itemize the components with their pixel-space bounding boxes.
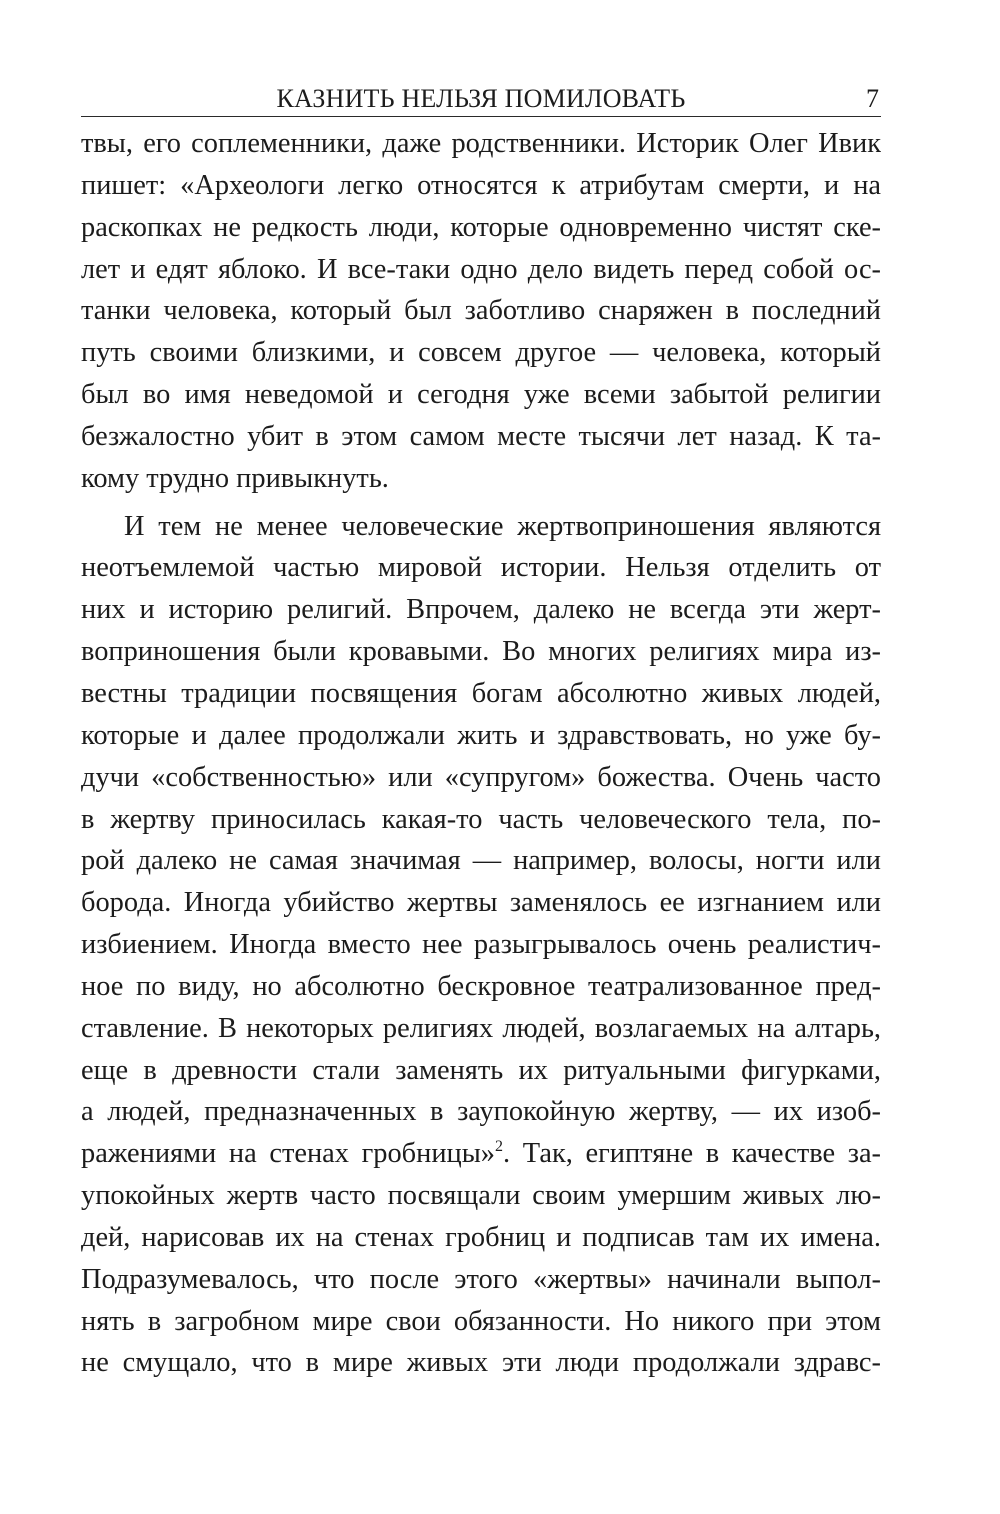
- text-line: дей, нарисовав их на стенах гробниц и подписав там их имена.: [81, 1221, 881, 1253]
- text-line: воприношения были кровавыми. Во многих религиях мира из-: [81, 636, 881, 668]
- text-line: танки человека, который был заботливо снаряжен в последний: [81, 295, 881, 327]
- footnote-line-before: ражениями на стенах гробницы»: [81, 1138, 495, 1170]
- text-line: борода. Иногда убийство жертвы заменялось ее изгнанием или: [81, 887, 881, 919]
- paragraph: [81, 123, 881, 500]
- text-line: вестны традиции посвящения богам абсолютно живых людей,: [81, 677, 881, 709]
- text-line: упокойных жертв часто посвящали своим умершим живых лю-: [81, 1180, 881, 1212]
- text-line-with-footnote: [81, 1133, 881, 1175]
- text-line: И тем не менее человеческие жертвоприношения являются: [124, 510, 881, 542]
- text-line: нять в загробном мире свои обязанности. Но никого при этом: [81, 1305, 881, 1337]
- text-line: пишет: «Археологи легко относятся к атрибутам смерти, и на: [81, 169, 881, 201]
- text-line: ное по виду, но абсолютно бескровное театрализованное пред-: [81, 970, 881, 1002]
- footnote-reference[interactable]: 2: [494, 1138, 503, 1156]
- body-text: [81, 123, 881, 1384]
- text-line: лет и едят яблоко. И все-таки одно дело видеть перед собой ос-: [81, 253, 881, 285]
- text-line: дучи «собственностью» или «супругом» божества. Очень часто: [81, 761, 881, 793]
- paragraph: [81, 506, 881, 1385]
- text-line: был во имя неведомой и сегодня уже всеми забытой религии: [81, 379, 881, 411]
- text-line: твы, его соплеменники, даже родственники. Историк Олег Ивик: [81, 128, 881, 159]
- text-line: еще в древности стали заменять их ритуальными фигурками,: [81, 1054, 881, 1086]
- running-header: [81, 78, 881, 117]
- book-page: [81, 78, 881, 1384]
- text-line: Подразумевалось, что после этого «жертвы» начинали выпол-: [81, 1263, 881, 1295]
- text-line: раскопках не редкость люди, которые одновременно чистят ске-: [81, 211, 881, 243]
- text-line: неотъемлемой частью мировой истории. Нельзя отделить от: [81, 552, 881, 584]
- page-number: 7: [866, 84, 879, 113]
- text-line: них и историю религий. Впрочем, далеко не всегда эти жерт-: [81, 594, 881, 626]
- text-line: не смущало, что в мире живых эти люди продолжали здравс-: [81, 1347, 881, 1379]
- text-line: рой далеко не самая значимая — например, волосы, ногти или: [81, 845, 881, 877]
- running-title: КАЗНИТЬ НЕЛЬЗЯ ПОМИЛОВАТЬ: [276, 84, 686, 113]
- text-line: которые и далее продолжали жить и здравствовать, но уже бу-: [81, 719, 881, 751]
- text-line: а людей, предназначенных в заупокойную жертву, — их изоб-: [81, 1096, 881, 1128]
- text-line: безжалостно убит в этом самом месте тысячи лет назад. К та-: [81, 420, 881, 452]
- text-line: ставление. В некоторых религиях людей, возлагаемых на алтарь,: [81, 1012, 881, 1044]
- text-line: в жертву приносилась какая-то часть человеческого тела, по-: [81, 803, 881, 835]
- text-line: кому трудно привыкнуть.: [81, 462, 389, 494]
- text-line: избиением. Иногда вместо нее разыгрывалось очень реалистич-: [81, 929, 881, 961]
- text-line: путь своими близкими, и совсем другое — человека, который: [81, 337, 881, 369]
- footnote-line-after: . Так, египтяне в качестве за-: [502, 1138, 881, 1170]
